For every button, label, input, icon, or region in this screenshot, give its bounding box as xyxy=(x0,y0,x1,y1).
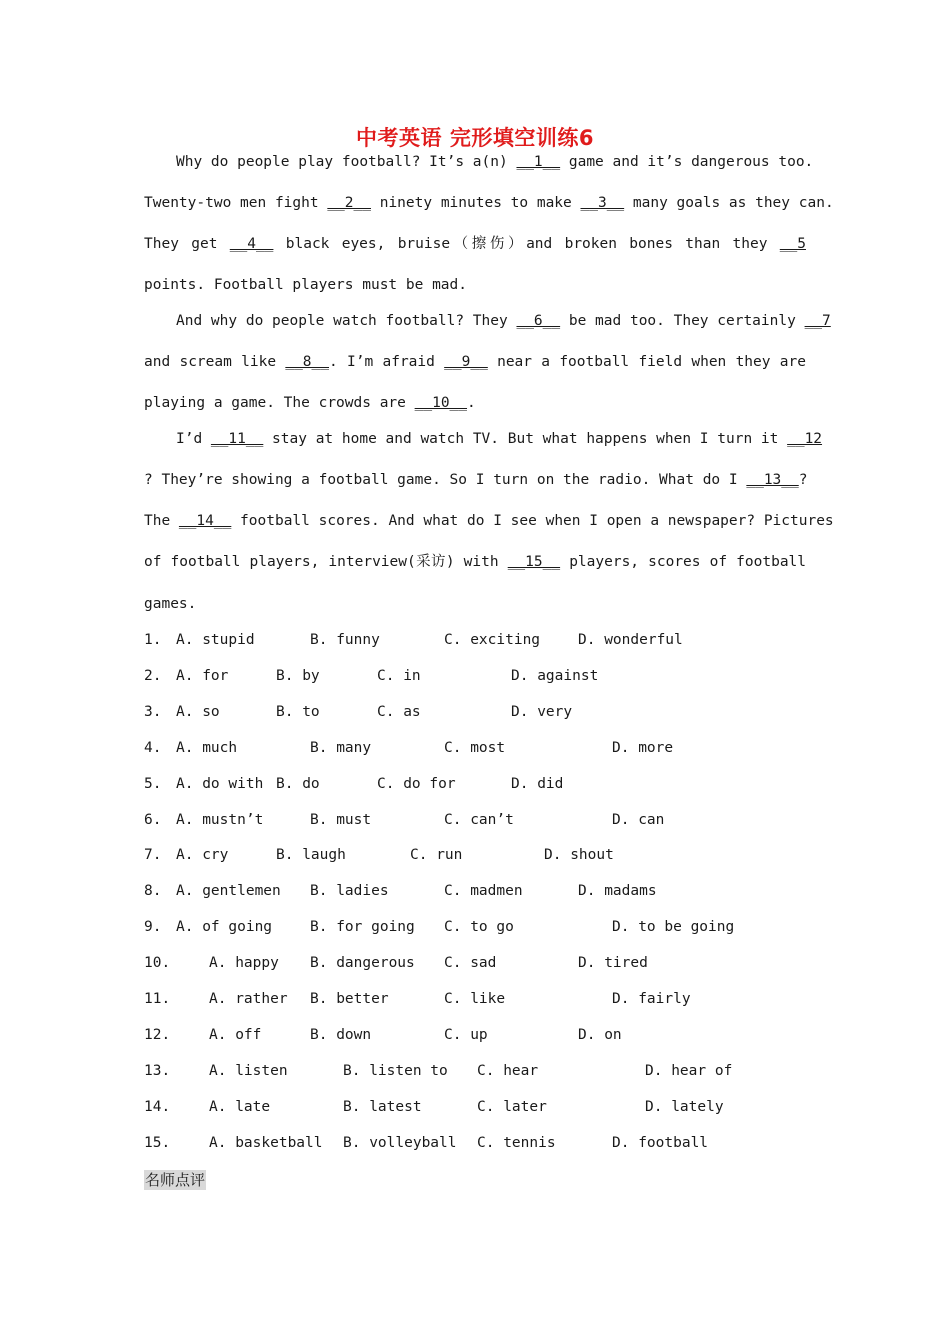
answer-blank: __10__ xyxy=(414,395,468,411)
passage-text: ? xyxy=(798,472,808,488)
answer-option: A. late xyxy=(209,1099,271,1115)
answer-option: B. dangerous xyxy=(310,955,415,971)
answer-blank: __7 xyxy=(804,313,831,329)
passage-line xyxy=(144,511,834,531)
question-number: 3. xyxy=(144,704,162,720)
question-number: 14. xyxy=(144,1099,171,1115)
answer-option: B. by xyxy=(276,668,320,684)
answer-option: A. off xyxy=(209,1027,262,1043)
answer-option: B. down xyxy=(310,1027,372,1043)
passage-line xyxy=(144,234,806,254)
question-number: 6. xyxy=(144,812,162,828)
answer-option: B. laugh xyxy=(276,847,346,863)
question-number: 9. xyxy=(144,919,162,935)
passage-text: Twenty-two men fight xyxy=(144,195,328,211)
answer-option: A. much xyxy=(176,740,238,756)
answer-blank: __15__ xyxy=(507,554,561,570)
answer-option: B. to xyxy=(276,704,320,720)
passage-text: . xyxy=(467,395,476,411)
answer-option: A. rather xyxy=(209,991,288,1007)
passage-line xyxy=(144,275,806,295)
passage-text: And why do people watch football? They xyxy=(176,313,517,329)
answer-option: A. cry xyxy=(176,847,229,863)
answer-option: A. of going xyxy=(176,919,273,935)
answer-option: B. listen to xyxy=(343,1063,448,1079)
answer-option: C. can’t xyxy=(444,812,514,828)
answer-option: C. run xyxy=(410,847,463,863)
answer-option: D. madams xyxy=(578,883,657,899)
answer-option: D. against xyxy=(511,668,599,684)
passage-text: game and it’s dangerous too. xyxy=(560,154,814,170)
passage-line xyxy=(176,311,831,331)
answer-option: A. do with xyxy=(176,776,264,792)
answer-option: B. funny xyxy=(310,632,380,648)
answer-option: C. do for xyxy=(377,776,456,792)
passage-text: ? They’re showing a football game. So I turn on the radio. What do I xyxy=(144,472,747,488)
answer-option: C. in xyxy=(377,668,421,684)
question-number: 2. xyxy=(144,668,162,684)
passage-line xyxy=(144,594,806,614)
question-number: 12. xyxy=(144,1027,171,1043)
passage-line xyxy=(144,352,806,372)
passage-text: football scores. And what do I see when I open a newspaper? Pictures xyxy=(231,513,834,529)
answer-blank: __3__ xyxy=(580,195,625,211)
passage-text: ninety minutes to make xyxy=(370,195,581,211)
passage-text: games. xyxy=(144,596,197,612)
answer-option: D. tired xyxy=(578,955,648,971)
answer-option: A. happy xyxy=(209,955,279,971)
answer-option: B. for going xyxy=(310,919,415,935)
passage-text: They get xyxy=(144,236,230,252)
answer-option: A. mustn’t xyxy=(176,812,264,828)
answer-option: B. do xyxy=(276,776,320,792)
question-number: 4. xyxy=(144,740,162,756)
question-number: 5. xyxy=(144,776,162,792)
teacher-comment-label: 名师点评 xyxy=(145,1171,206,1189)
answer-option: B. latest xyxy=(343,1099,422,1115)
answer-blank: __4__ xyxy=(229,236,274,252)
answer-option: D. very xyxy=(511,704,573,720)
answer-option: B. many xyxy=(310,740,372,756)
answer-option: D. shout xyxy=(544,847,614,863)
answer-option: B. ladies xyxy=(310,883,389,899)
question-number: 15. xyxy=(144,1135,171,1151)
answer-blank: __2__ xyxy=(327,195,371,211)
answer-option: B. volleyball xyxy=(343,1135,457,1151)
answer-blank: __9__ xyxy=(444,354,488,370)
answer-blank: __14__ xyxy=(178,513,232,529)
passage-text: players, scores of football xyxy=(560,554,807,570)
answer-option: A. so xyxy=(176,704,220,720)
answer-option: B. better xyxy=(310,991,389,1007)
answer-option: C. sad xyxy=(444,955,497,971)
passage-text: stay at home and watch TV. But what happens when I turn it xyxy=(263,431,788,447)
answer-option: A. stupid xyxy=(176,632,255,648)
answer-option: D. football xyxy=(612,1135,709,1151)
answer-option: D. wonderful xyxy=(578,632,683,648)
answer-option: D. can xyxy=(612,812,665,828)
passage-text: near a football field when they are xyxy=(487,354,806,370)
answer-option: A. basketball xyxy=(209,1135,323,1151)
passage-text: black eyes, bruise（擦伤）and broken bones than they xyxy=(273,236,780,252)
answer-option: C. to go xyxy=(444,919,514,935)
answer-blank: __13__ xyxy=(746,472,799,488)
passage-line xyxy=(144,552,806,572)
passage-line xyxy=(144,193,834,213)
answer-option: A. for xyxy=(176,668,229,684)
answer-option: A. listen xyxy=(209,1063,288,1079)
answer-option: D. on xyxy=(578,1027,622,1043)
question-number: 1. xyxy=(144,632,162,648)
answer-blank: __6__ xyxy=(516,313,561,329)
passage-text: playing a game. The crowds are xyxy=(144,395,415,411)
passage-text: many goals as they can. xyxy=(624,195,834,211)
question-number: 10. xyxy=(144,955,171,971)
passage-text: . I’m afraid xyxy=(329,354,445,370)
answer-option: D. to be going xyxy=(612,919,735,935)
answer-option: D. hear of xyxy=(645,1063,733,1079)
passage-text: of football players, interview(采访) with xyxy=(144,554,508,570)
answer-option: C. exciting xyxy=(444,632,541,648)
answer-option: C. up xyxy=(444,1027,488,1043)
answer-blank: __11__ xyxy=(210,431,264,447)
answer-blank: __12 xyxy=(787,431,823,447)
answer-blank: __8__ xyxy=(285,354,329,370)
answer-option: D. more xyxy=(612,740,674,756)
question-number: 7. xyxy=(144,847,162,863)
answer-option: D. fairly xyxy=(612,991,691,1007)
answer-option: C. most xyxy=(444,740,506,756)
passage-text: I’d xyxy=(176,431,211,447)
answer-option: C. hear xyxy=(477,1063,539,1079)
answer-option: A. gentlemen xyxy=(176,883,281,899)
passage-text: Why do people play football? It’s a(n) xyxy=(176,154,517,170)
passage-text: The xyxy=(144,513,179,529)
passage-text: points. Football players must be mad. xyxy=(144,277,468,293)
answer-blank: __5 xyxy=(779,236,806,252)
answer-option: C. like xyxy=(444,991,506,1007)
answer-option: C. madmen xyxy=(444,883,523,899)
passage-text: be mad too. They certainly xyxy=(560,313,805,329)
passage-line xyxy=(176,429,823,449)
answer-blank: __1__ xyxy=(516,154,561,170)
answer-option: C. tennis xyxy=(477,1135,556,1151)
answer-option: C. later xyxy=(477,1099,547,1115)
passage-line xyxy=(144,393,806,413)
answer-option: B. must xyxy=(310,812,372,828)
passage-line xyxy=(176,152,814,172)
question-number: 13. xyxy=(144,1063,171,1079)
passage-line xyxy=(144,470,806,490)
question-number: 8. xyxy=(144,883,162,899)
answer-option: D. lately xyxy=(645,1099,724,1115)
answer-option: C. as xyxy=(377,704,421,720)
page-title: 中考英语 完形填空训练6 xyxy=(356,126,594,150)
passage-text: and scream like xyxy=(144,354,286,370)
question-number: 11. xyxy=(144,991,171,1007)
answer-option: D. did xyxy=(511,776,564,792)
